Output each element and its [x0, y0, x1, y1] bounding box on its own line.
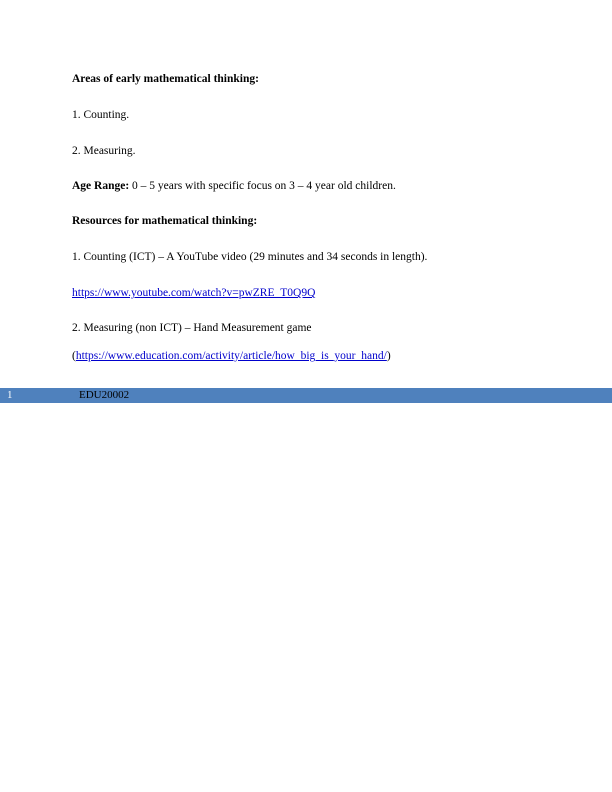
footer-bar	[0, 388, 612, 403]
resource-item-measuring: 2. Measuring (non ICT) – Hand Measurement game	[72, 322, 312, 334]
education-link[interactable]: https://www.education.com/activity/article/how_big_is_your_hand/	[75, 350, 387, 362]
course-code: EDU20002	[79, 389, 130, 401]
page-number: 1	[7, 389, 13, 401]
area-item-measuring: 2. Measuring.	[72, 145, 136, 157]
age-range-line	[72, 179, 396, 193]
age-range-value: 0 – 5 years with specific focus on 3 – 4 year old children.	[129, 180, 396, 192]
resource-link-youtube-line	[72, 286, 315, 300]
open-paren: (	[72, 350, 76, 362]
resource-item-counting: 1. Counting (ICT) – A YouTube video (29 minutes and 34 seconds in length).	[72, 251, 428, 263]
resources-heading: Resources for mathematical thinking:	[72, 215, 258, 227]
resource-link-education-line	[72, 349, 391, 363]
close-paren: )	[386, 350, 391, 362]
age-range-label: Age Range:	[72, 180, 130, 192]
area-item-counting: 1. Counting.	[72, 109, 130, 121]
areas-heading: Areas of early mathematical thinking:	[72, 73, 259, 85]
youtube-link[interactable]: https://www.youtube.com/watch?v=pwZRE_T0Q9Q	[72, 287, 316, 299]
